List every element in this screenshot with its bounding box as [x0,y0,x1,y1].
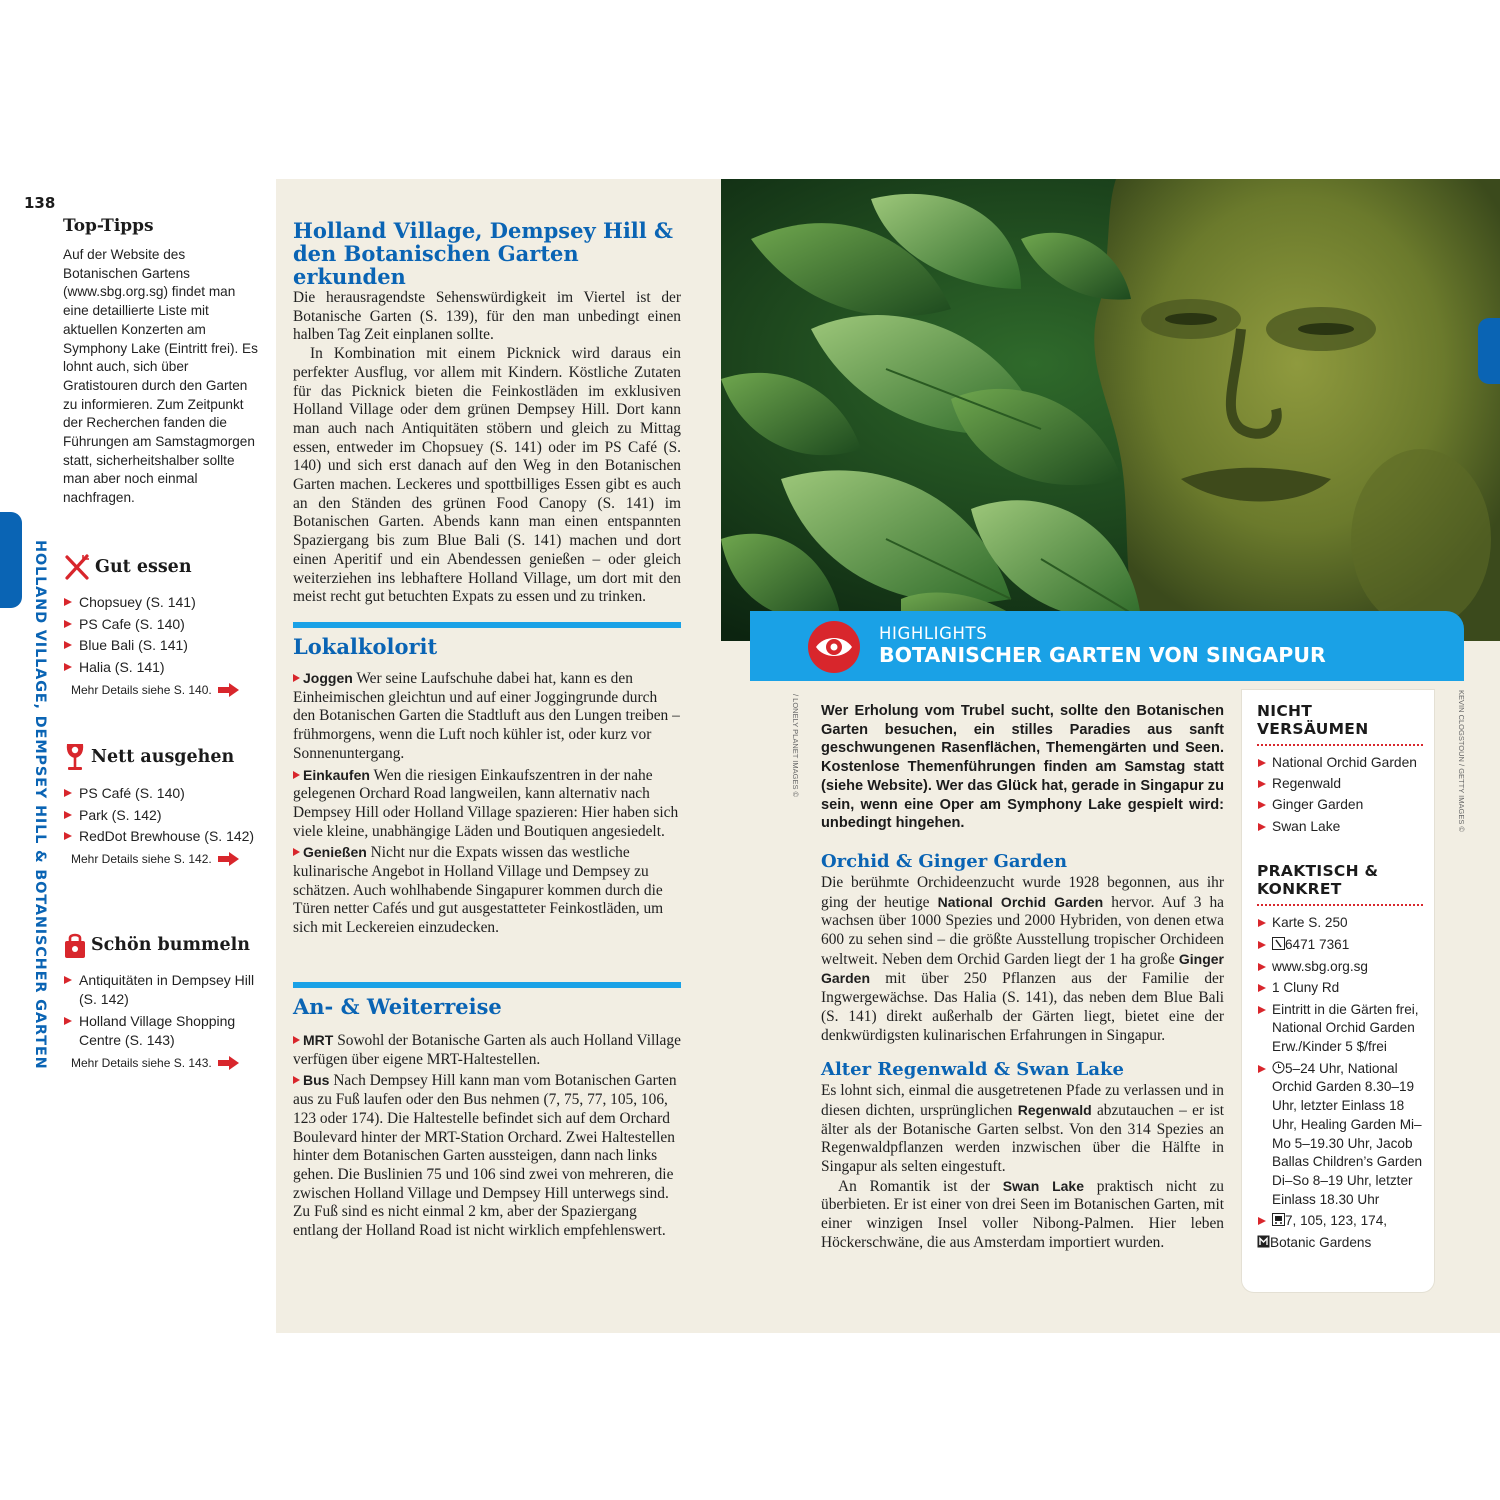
shop-item[interactable]: Antiquitäten in Dempsey Hill (S. 142) [63,971,263,1009]
top-tips-text: Auf der Website des Botanischen Gartens (www.sbg.org.sg) findet man eine detaillierte Liste mit aktuellen Konzerten am Symphony Lake (Eintritt frei). Es lohnt auch, sich über Gratistouren durch den Garten zu informieren. Zum Zeitpunkt der Recherchen fanden die Führungen am Samstagmorgen statt, sicherheitshalber sollte man aber noch einmal nachfragen. [63,247,258,506]
shop-block [63,931,263,1070]
text-run: abzutauchen – er ist älter als der Botanische Garten selbst. Von den 314 Spezies an Regenwaldpflanzen werden inzwischen über die Hälfte in Singapur als selten eingestuft. [821,1101,1224,1176]
transport-entry [293,1071,681,1240]
transport-entry [293,1031,681,1069]
practical-item [1257,914,1429,933]
drink-title: Nett ausgehen [91,747,235,767]
arrow-right-icon [218,1056,240,1070]
practical-text: www.sbg.org.sg [1272,958,1368,974]
explore-title: Holland Village, Dempsey Hill & den Botanischen Garten erkunden [293,218,674,289]
practical-item[interactable] [1257,958,1429,977]
entry-text: Sowohl der Botanische Garten als auch Holland Village verfügen über eigene MRT-Haltestellen. [293,1032,681,1068]
arrow-icon [293,674,300,682]
bus-icon [1272,1213,1285,1226]
shop-more-text: Mehr Details siehe S. 143. [71,1055,212,1070]
phone-icon [1272,937,1285,950]
dotted-divider [1257,904,1423,906]
arrow-icon [293,771,300,779]
rainforest-text [821,1082,1224,1252]
clock-icon [1272,1061,1285,1074]
section-rule [293,622,681,628]
metro-icon [1257,1235,1270,1248]
eat-item[interactable]: PS Cafe (S. 140) [63,615,263,634]
drink-item[interactable]: Park (S. 142) [63,806,263,825]
practical-item[interactable] [1257,936,1429,955]
entry-text: Nicht nur die Expats wissen das westliche kulinarische Angebot in Holland Village und Dempsey zu schätzen. Auch wohlhabende Singapurer kommen durch die Türen netter Cafés und gut ausgestatteter Feinkostläden, um sich mit Leckereien einzudecken. [293,844,664,937]
arrow-icon [293,1036,300,1044]
practical-text: 6471 7361 [1285,936,1350,952]
text-run: mit über 250 Pflanzen aus der Familie der Ingwergewächse. Das Halia (S. 141), das neben dem Blue Bali (S. 141) direkt außerhalb der Gärten liegt, bietet eine der denkwürdigsten kulinarischen Erfahrungen in Singapur. [821,970,1224,1044]
highlight-intro: Wer Erholung vom Trubel sucht, sollte den Botanischen Garten besuchen, ein stilles Paradies aus sanft geschwungenen Rasenflächen, Themengärten und Seen. Kostenlose Themenführungen finden am Samstag statt (siehe Website). Wer das Glück hat, gerade in Singapur zu sein, wenn eine Oper am Symphony Lake gespielt wird: unbedingt hingehen. [821,703,1224,832]
wine-glass-icon [63,742,87,772]
eye-icon [808,621,860,673]
practical-item [1257,1060,1429,1210]
info-box [1242,690,1434,1292]
practical-text: Botanic Gardens [1270,1234,1372,1250]
orchid-text [821,874,1224,1045]
drink-more-link[interactable] [71,852,263,866]
not-to-miss-item[interactable]: Swan Lake [1257,818,1429,837]
practical-item [1257,1212,1429,1231]
entry-label: Genießen [303,844,367,861]
drink-item[interactable]: RedDot Brewhouse (S. 142) [63,827,263,846]
highlight-kicker: HIGHLIGHTS [879,624,988,643]
text-bold: Ginger Garden [821,950,1224,987]
highlight-text [821,702,1224,1253]
shop-title: Schön bummeln [91,935,251,955]
rainforest-title: Alter Regenwald & Swan Lake [821,1059,1124,1081]
entry-text: Nach Dempsey Hill kann man vom Botanischen Garten aus zu Fuß laufen oder den Bus nehmen (7, 75, 77, 105, 106, 123 oder 174). Die Haltestelle befindet sich auf dem Orchard Boulevard hinter der MRT-Station Orchard. Zwei Haltestellen hinter dem Botanischen Garten aussteigen, dann nach links gehen. Die Buslinien 75 und 106 sind zwei von mehreren, die zwischen Holland Village und Dempsey Hill unterwegs sind. Zu Fuß sind es nicht einmal 2 km, aber der Spaziergang entlang der Holland Road ist nicht wirklich empfehlenswert. [293,1072,677,1240]
photo-credit: / LONELY PLANET IMAGES © [791,694,800,798]
photo-credit: KEVIN CLOGSTOUN / GETTY IMAGES © [1457,690,1466,832]
text-run: Es lohnt sich, einmal die ausgetretenen Pfade zu verlassen und in diesen dichten, ursprünglichen [821,1082,1224,1119]
rainforest-section [821,1059,1224,1252]
entry-label: Bus [303,1072,330,1089]
text-run: praktisch nicht zu überbieten. Er ist einer von drei Seen im Botanischen Garten, mit einer winzigen Insel voller Nibong-Palmen. Hier leben Höckerschwäne, die aus Amsterdam importiert wurden. [821,1177,1224,1251]
practical-item [1257,979,1429,998]
arrow-icon [293,1076,300,1084]
drink-block [63,742,263,866]
text-run: Die berühmte Orchideenzucht wurde 1928 begonnen, aus ihr ging der heutige [821,873,1224,911]
fork-knife-icon [63,553,91,581]
arrow-right-icon [218,852,240,866]
entry-label: MRT [303,1032,334,1048]
eat-title: Gut essen [95,557,192,577]
edge-tab[interactable] [1478,318,1500,384]
local-color-section [293,634,681,940]
entry-text: Wen die riesigen Einkaufszentren in der nahe gelegenen Orchard Road langweilen, kann alternativ nach Dempsey Hill oder Holland Village spazieren: Hier haben sich viele kleine, unabhängige Läden und Boutiquen angesiedelt. [293,766,679,840]
explore-paragraph: Die herausragendste Sehenswürdigkeit im Viertel ist der Botanische Garten (S. 139), für den man unbedingt einen halben Tag Zeit einplanen sollte. [293,289,681,344]
shop-item[interactable]: Holland Village Shopping Centre (S. 143) [63,1012,263,1050]
section-rule [293,982,681,988]
eat-item[interactable]: Chopsuey (S. 141) [63,593,263,612]
top-tips-title: Top-Tipps [63,216,154,236]
top-tips [63,216,263,508]
entry-label: Joggen [303,670,353,686]
chapter-title: HOLLAND VILLAGE, DEMPSEY HILL & BOTANISCHER GARTEN [32,540,48,1070]
practical-item [1257,1001,1429,1057]
transport-section [293,994,681,1243]
arrow-icon [293,848,300,856]
eat-item[interactable]: Halia (S. 141) [63,658,263,677]
chapter-tab[interactable] [0,512,22,608]
not-to-miss-item[interactable]: National Orchid Garden [1257,754,1429,773]
text-bold: Regenwald [1017,1101,1092,1118]
practical-item-no-bullet [1257,1234,1429,1253]
practical-text: Eintritt in die Gärten frei, National Orchid Garden Erw./Kinder 5 $/frei [1272,1001,1419,1055]
local-color-title: Lokalkolorit [293,634,438,659]
practical-text: 7, 105, 123, 174, [1285,1213,1388,1229]
eat-more-link[interactable] [71,683,263,697]
text-bold: National Orchid Garden [937,893,1104,910]
dotted-divider [1257,744,1423,746]
drink-more-text: Mehr Details siehe S. 142. [71,852,212,867]
not-to-miss-item[interactable]: Regenwald [1257,775,1429,794]
local-color-entry [293,843,681,938]
transport-title: An- & Weiterreise [293,994,502,1019]
not-to-miss-item[interactable]: Ginger Garden [1257,796,1429,815]
page-number: 138 [24,194,56,212]
practical-text: 5–24 Uhr, National Orchid Garden 8.30–19 Uhr, letzter Einlass 18 Uhr, Healing Garden Mi–Mo 5–19.30 Uhr, Jacob Ballas Children’s Garden Di–So 8–19 Uhr, letzter Einlass 18.30 Uhr [1272,1060,1423,1207]
local-color-entry [293,766,681,842]
practical-text: 1 Cluny Rd [1272,980,1340,996]
eat-more-text: Mehr Details siehe S. 140. [71,682,212,697]
highlight-title: BOTANISCHER GARTEN VON SINGAPUR [879,643,1326,667]
eat-block [63,553,263,697]
practical-text: Karte S. 250 [1272,915,1348,931]
not-to-miss-title: NICHT VERSÄUMEN [1257,702,1369,738]
moss-statue-photo [721,179,1500,641]
entry-text: Wer seine Laufschuhe dabei hat, kann es den Einheimischen gleichtun und auf einer Joggingrunde durch den Botanischen Garten die Stadtluft aus den Lungen treiben – frühmorgens, wenn die Luft noch kühler ist, oder kurz vor Sonnenuntergang. [293,670,680,762]
arrow-right-icon [218,683,240,697]
local-color-entry [293,669,681,764]
text-bold: Swan Lake [1002,1177,1085,1194]
shop-more-link[interactable] [71,1056,263,1070]
shopping-bag-icon [63,931,87,959]
text-run: An Romantik ist der [838,1177,1003,1195]
eat-item[interactable]: Blue Bali (S. 141) [63,636,263,655]
explore-paragraph: In Kombination mit einem Picknick wird daraus ein perfekter Ausflug, vor allem mit Kindern. Köstliche Zutaten für das Picknick bieten die Feinkostläden im exklusiven Holland Village oder dem grünen Dempsey Hill. Dort kann man auch nach Antiquitäten stöbern und gleich zu Mittag essen, entweder im Chopsuey (S. 141) oder im PS Café (S. 140) und sich erst danach auf den Weg in den Botanischen Garten machen. Leckeres und spottbilliges Essen gibt es auch an den Ständen des grünen Food Canopy (S. 141) im Botanischen Garten. Abends kann man einen entspannten Spaziergang bis zum Blue Bali (S. 141) machen und dort einen Aperitif und ein Abendessen genießen – oder gleich weiterziehen ins lebhaftere Holland Village, um dort mit den meist recht gut betuchten Expats zu essen und zu trinken. [293,345,681,606]
text-run: hervor. Auf 3 ha wachsen über 1000 Spezies und 2000 Hybriden, von denen etwa 600 zu sehen sind – die größte Ausstellung tropischer Orchideen weltweit. Neben dem Orchid Garden liegt der 1 ha große [821,893,1225,968]
practical-title: PRAKTISCH & KONKRET [1257,862,1379,899]
drink-item[interactable]: PS Café (S. 140) [63,784,263,803]
orchid-section [821,851,1224,1045]
orchid-title: Orchid & Ginger Garden [821,850,1068,872]
entry-label: Einkaufen [303,766,370,783]
explore-section [293,219,681,607]
